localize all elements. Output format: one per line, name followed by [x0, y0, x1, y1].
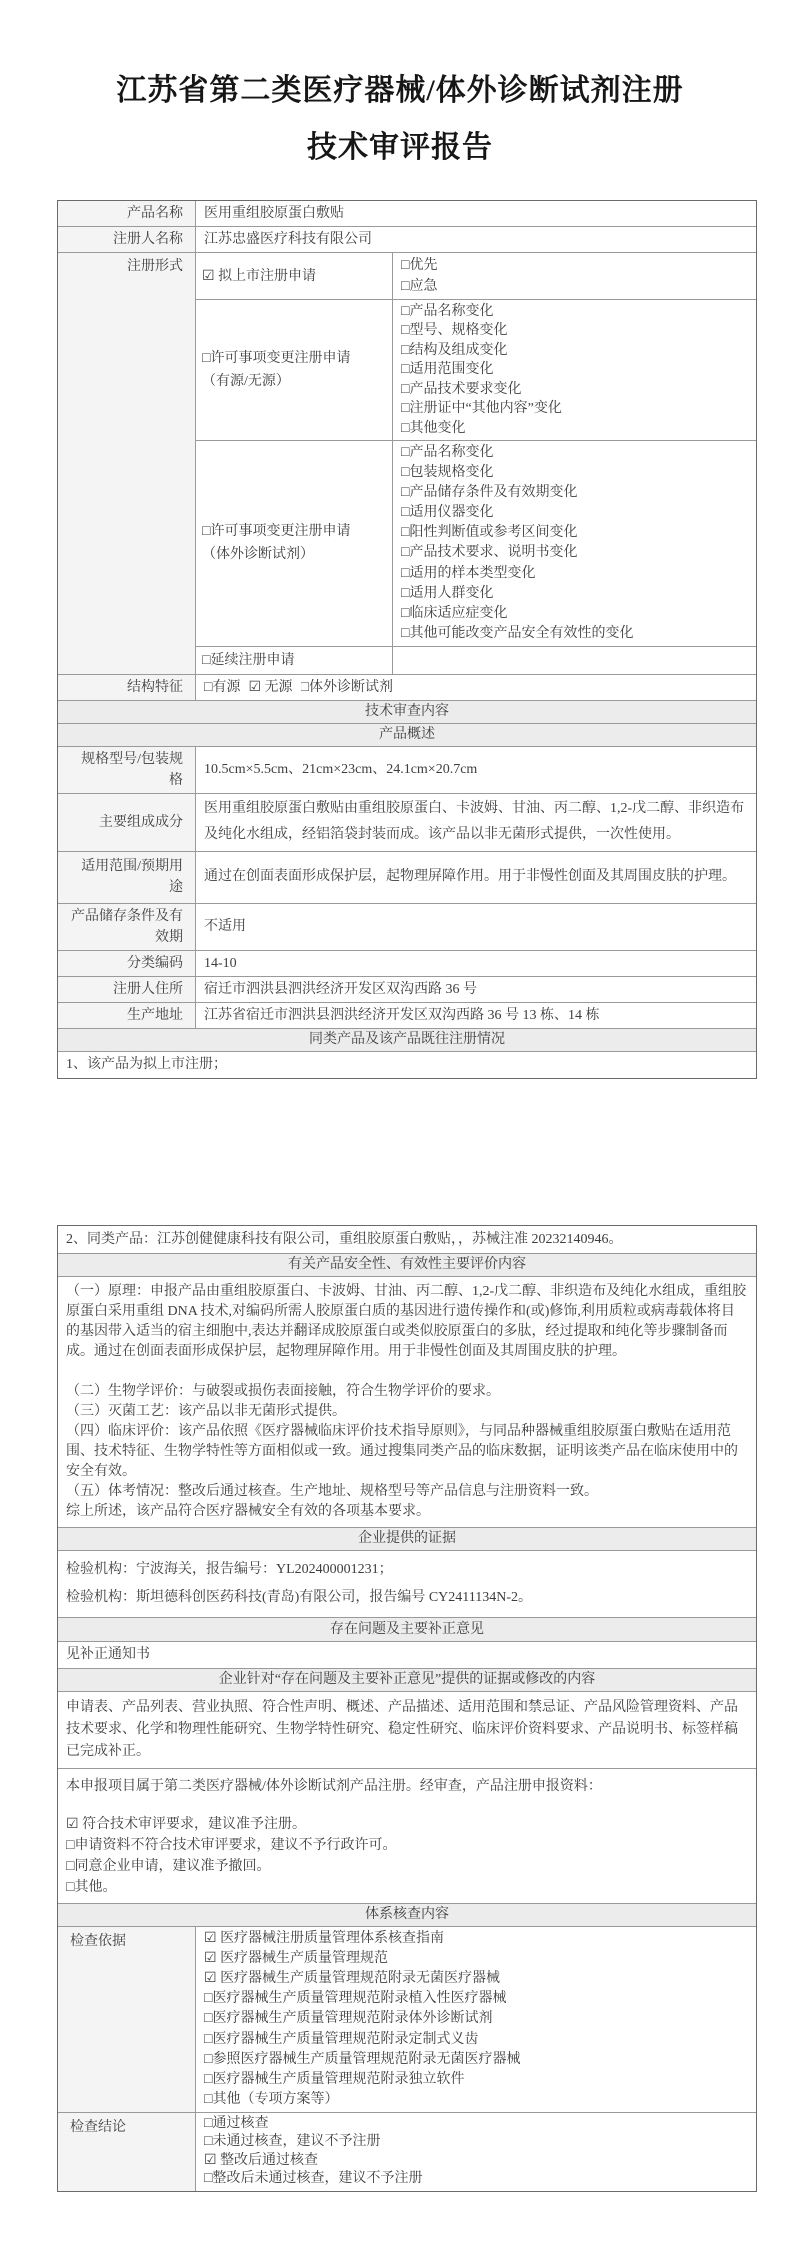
- checkbox-option-label: 结构及组成变化: [409, 342, 508, 358]
- report-title: [0, 62, 800, 176]
- review-content-table: [57, 1225, 757, 2192]
- checkbox-option: [401, 624, 748, 644]
- checkbox-unchecked-icon: □: [401, 505, 410, 521]
- table-row: [58, 1002, 756, 1028]
- checkbox-option-label: 应急: [409, 279, 438, 294]
- blank-line: [66, 1800, 748, 1814]
- checkbox-option-label: 产品储存条件及有效期变化: [409, 485, 578, 501]
- checkbox-unchecked-icon: □: [66, 1859, 75, 1874]
- checkbox-unchecked-icon: □: [202, 652, 211, 668]
- checkbox-option-label: 同意企业申请，建议准予撤回。: [74, 1859, 271, 1874]
- table-row: [58, 1926, 756, 2112]
- table-row: [58, 1668, 756, 1691]
- checkbox-option: [401, 341, 748, 360]
- table-row: [58, 1051, 756, 1078]
- row-label: 注册人住所: [58, 977, 196, 1002]
- checkbox-option: [66, 1856, 748, 1877]
- paragraph-line: 检验机构：斯坦德科创医药科技(青岛)有限公司，报告编号 CY2411134N-2。: [66, 1590, 533, 1605]
- checkbox-unchecked-icon: □: [204, 1991, 213, 2007]
- checkbox-unchecked-icon: □: [204, 2115, 213, 2131]
- paragraph-line: （三）灭菌工艺：该产品以非无菌形式提供。: [66, 1404, 346, 1419]
- checkbox-option-label: 适用人群变化: [409, 585, 494, 601]
- checkbox-unchecked-icon: □: [204, 679, 213, 695]
- table-row: [58, 1617, 756, 1641]
- row-value: 江苏忠盛医疗科技有限公司: [204, 232, 372, 247]
- checkbox-option: [204, 2115, 748, 2134]
- paragraph-line: 检验机构：宁波海关，报告编号：YL202400001231；: [66, 1562, 393, 1577]
- checkbox-unchecked-icon: □: [204, 2171, 213, 2187]
- table-row: [58, 674, 756, 700]
- table-row: [58, 700, 756, 723]
- subrow-label-line2: （体外诊断试剂）: [202, 547, 314, 563]
- checkbox-option: [204, 2070, 748, 2090]
- checkbox-option: [401, 399, 748, 418]
- checkbox-option: [204, 677, 240, 698]
- checkbox-unchecked-icon: □: [204, 2051, 213, 2067]
- checkbox-option-label: 产品名称变化: [409, 304, 494, 319]
- checkbox-unchecked-icon: □: [204, 2134, 213, 2150]
- blank-line: [66, 1362, 748, 1382]
- checkbox-option: [66, 1835, 748, 1856]
- registration-form-subrow: [196, 440, 756, 646]
- checkbox-option: [401, 443, 748, 463]
- checkbox-option: [401, 321, 748, 340]
- checkbox-option-label: 申请资料不符合技术审评要求，建议不予行政许可。: [74, 1838, 397, 1853]
- checkbox-unchecked-icon: □: [401, 444, 410, 460]
- subrow-label-line2: （有源/无源）: [202, 373, 290, 389]
- table-row: [58, 793, 756, 851]
- table-row: [58, 851, 756, 903]
- checkbox-option-label: 延续注册申请: [210, 652, 295, 668]
- checkbox-unchecked-icon: □: [202, 524, 211, 540]
- checkbox-unchecked-icon: □: [204, 2071, 213, 2087]
- table-row: [58, 723, 756, 746]
- section-header: 有关产品安全性、有效性主要评价内容: [58, 1254, 756, 1276]
- subrow-options-cell: [393, 300, 756, 440]
- checkbox-option: [401, 255, 748, 276]
- subrow-label-cell: [196, 441, 393, 646]
- table-row: [58, 746, 756, 793]
- row-label: 生产地址: [58, 1003, 196, 1028]
- table-row: [58, 226, 756, 252]
- table-row: [58, 1768, 756, 1903]
- full-row-text: 2、同类产品：江苏创健健康科技有限公司，重组胶原蛋白敷贴，，苏械注准 20232140946。: [66, 1231, 623, 1247]
- checkbox-option: [66, 1814, 748, 1835]
- checkbox-unchecked-icon: □: [401, 525, 410, 541]
- checkbox-option: [401, 360, 748, 379]
- table-row: [58, 2112, 756, 2191]
- report-title-line2: 技术审评报告: [307, 131, 493, 164]
- row-label: 主要组成成分: [58, 794, 196, 851]
- full-row-text: 1、该产品为拟上市注册；: [66, 1056, 227, 1072]
- checkbox-option: [204, 2133, 748, 2152]
- subrow-options-cell: [393, 647, 756, 674]
- checkbox-option-label: 阳性判断值或参考区间变化: [409, 525, 578, 541]
- checkbox-unchecked-icon: □: [401, 465, 410, 481]
- subrow-options-cell: [393, 441, 756, 646]
- paragraph-line: （五）体考情况：整改后通过核查。生产地址、规格型号等产品信息与注册资料一致。: [66, 1484, 598, 1499]
- checkbox-unchecked-icon: □: [204, 2091, 213, 2107]
- checkbox-unchecked-icon: □: [401, 304, 410, 319]
- checkbox-unchecked-icon: □: [401, 605, 410, 621]
- checkbox-unchecked-icon: □: [66, 1838, 75, 1853]
- checkbox-checked-icon: ☑: [204, 1931, 221, 1946]
- row-value: 10.5cm×5.5cm、21cm×23cm、24.1cm×20.7cm: [204, 762, 478, 778]
- checkbox-checked-icon: ☑: [204, 1971, 221, 1987]
- checkbox-option: [204, 1929, 748, 1949]
- subrow-option: [202, 265, 386, 288]
- subrow-option: [202, 347, 386, 370]
- checkbox-option-label: 临床适应症变化: [409, 605, 508, 621]
- checkbox-option: [204, 2090, 748, 2110]
- checkbox-option-label: 拟上市注册申请: [218, 268, 317, 284]
- checkbox-option-label: 医疗器械生产质量管理规范附录植入性医疗器械: [212, 1991, 507, 2007]
- checkbox-unchecked-icon: □: [401, 420, 410, 436]
- text-block: [58, 1551, 756, 1617]
- checkbox-unchecked-icon: □: [401, 362, 410, 378]
- subrow-label-cell: [196, 647, 393, 674]
- checkbox-option-label: 型号、规格变化: [409, 323, 508, 339]
- checkbox-option-label: 适用的样本类型变化: [409, 565, 536, 581]
- checkbox-unchecked-icon: □: [401, 585, 410, 601]
- checkbox-option-label: 医疗器械生产质量管理规范附录定制式义齿: [212, 2031, 479, 2047]
- table-row: [58, 1253, 756, 1276]
- checkbox-option: [204, 2050, 748, 2070]
- checkbox-option-label: 许可事项变更注册申请: [210, 350, 351, 366]
- checklist-cell: [196, 1927, 756, 2112]
- checkbox-unchecked-icon: □: [401, 342, 410, 358]
- checkbox-option-label: 参照医疗器械生产质量管理规范附录无菌医疗器械: [212, 2051, 521, 2067]
- checkbox-option: [66, 1877, 748, 1898]
- row-label: 适用范围/预期用途: [58, 852, 196, 903]
- paragraph-line: （四）临床评价：该产品依照《医疗器械临床评价技术指导原则》，与同品种器械重组胶原蛋白敷贴在适用范围、技术特征、生物学特性等方面相似或一致。通过搜集同类产品的临床数据，证明该类产品在临床使用中的安全有效。: [66, 1424, 738, 1479]
- row-value: [196, 675, 756, 700]
- paragraph-line: （一）原理：申报产品由重组胶原蛋白、卡波姆、甘油、丙二醇、1,2-戊二醇、非织造布及纯化水组成，重组胶原蛋白采用重组 DNA 技术,对编码所需人胶原蛋白质的基因进行遗传操作和(或)修饰,利用质粒或病毒载体将目的基因带入适当的宿主细胞中,表达并翻译成胶原蛋白或类似胶原蛋白的多肽，经过提取和纯化等步骤制备而成。通过在创面表面形成保护层，起物理屏障作用。用于非慢性创面及其周围皮肤的护理。: [66, 1284, 747, 1359]
- checkbox-option-label: 通过核查: [212, 2115, 269, 2131]
- row-value: 通过在创面表面形成保护层，起物理屏障作用。用于非慢性创面及其周围皮肤的护理。: [204, 869, 736, 885]
- section-header: 同类产品及该产品既往注册情况: [58, 1029, 756, 1051]
- checkbox-checked-icon: ☑: [66, 1817, 83, 1832]
- row-label: 分类编码: [58, 951, 196, 976]
- row-label: 检查依据: [58, 1927, 196, 2112]
- table-row: [58, 1276, 756, 1527]
- full-row-text: 见补正通知书: [66, 1647, 150, 1662]
- text-block: [58, 1277, 756, 1527]
- section-header: 体系核查内容: [58, 1904, 756, 1926]
- row-label: 结构特征: [58, 675, 196, 700]
- table-row: [58, 1527, 756, 1550]
- checkbox-option-label: 整改后通过核查: [220, 2152, 319, 2168]
- row-label: 产品储存条件及有效期: [58, 904, 196, 950]
- registration-info-table: [57, 200, 757, 1079]
- checkbox-unchecked-icon: □: [401, 401, 410, 417]
- checkbox-unchecked-icon: □: [66, 1880, 75, 1895]
- checkbox-option: [401, 302, 748, 321]
- checkbox-unchecked-icon: □: [401, 323, 410, 339]
- checkbox-option-label: 其他变化: [409, 420, 466, 436]
- checkbox-option: [401, 463, 748, 483]
- table-row: [58, 1028, 756, 1051]
- checkbox-unchecked-icon: □: [401, 545, 410, 561]
- checkbox-option-label: 其他（专项方案等）: [212, 2091, 339, 2107]
- checkbox-option-label: 医疗器械生产质量管理规范: [220, 1951, 389, 1967]
- subrow-options-cell: [393, 253, 756, 299]
- checkbox-checked-icon: ☑: [204, 2152, 221, 2168]
- checkbox-option: [204, 2030, 748, 2050]
- checkbox-unchecked-icon: □: [204, 2011, 213, 2027]
- checkbox-option-label: 医疗器械注册质量管理体系核查指南: [220, 1931, 445, 1946]
- checkbox-option: [204, 1949, 748, 1969]
- table-row: [58, 1550, 756, 1617]
- row-value: 江苏省宿迁市泗洪县泗洪经济开发区双沟西路 36 号 13 栋、14 栋: [204, 1007, 600, 1023]
- row-value: 不适用: [204, 919, 246, 935]
- table-row: [58, 1691, 756, 1768]
- section-header: 产品概述: [58, 724, 756, 746]
- paragraph-line: 申请表、产品列表、营业执照、符合性声明、概述、产品描述、适用范围和禁忌证、产品风险管理资料、产品技术要求、化学和物理性能研究、生物学特性研究、稳定性研究、临床评价资料要求、产品说明书、标签样稿已完成补正。: [66, 1700, 738, 1759]
- table-row: [58, 252, 756, 674]
- checkbox-option: [401, 276, 748, 297]
- checkbox-option-label: 医疗器械生产质量管理规范附录无菌医疗器械: [220, 1971, 501, 1987]
- checkbox-unchecked-icon: □: [401, 381, 410, 397]
- checkbox-option-label: 其他可能改变产品安全有效性的变化: [409, 625, 634, 641]
- checkbox-unchecked-icon: □: [401, 625, 410, 641]
- table-row: [58, 903, 756, 950]
- checkbox-option: [248, 677, 292, 698]
- checkbox-option-label: 未通过核查，建议不予注册: [212, 2134, 381, 2150]
- decision-intro: 本申报项目属于第二类医疗器械/体外诊断试剂产品注册。经审查，产品注册申报资料：: [66, 1779, 602, 1794]
- checkbox-option-label: 整改后未通过核查，建议不予注册: [212, 2171, 423, 2187]
- decision-block: [58, 1769, 756, 1903]
- checkbox-option: [301, 677, 393, 698]
- checkbox-unchecked-icon: □: [204, 2031, 213, 2047]
- table-row: [58, 976, 756, 1002]
- checkbox-option-label: 医疗器械生产质量管理规范附录体外诊断试剂: [212, 2011, 493, 2027]
- checkbox-option: [204, 2170, 748, 2189]
- row-label: 注册人名称: [58, 227, 196, 252]
- checkbox-option: [401, 380, 748, 399]
- checkbox-unchecked-icon: □: [300, 679, 309, 695]
- table-row: [58, 1641, 756, 1668]
- checkbox-option-label: 包装规格变化: [409, 465, 494, 481]
- checkbox-unchecked-icon: □: [401, 279, 410, 294]
- checkbox-option-label: 体外诊断试剂: [309, 679, 393, 695]
- checkbox-option-label: 适用仪器变化: [409, 505, 494, 521]
- checkbox-option: [401, 543, 748, 563]
- subrow-label-cell: [196, 253, 393, 299]
- checkbox-option-label: 符合技术审评要求，建议准予注册。: [82, 1817, 307, 1832]
- checkbox-option: [204, 2152, 748, 2171]
- registration-form-group: [196, 253, 756, 674]
- checkbox-option-label: 无源: [264, 679, 293, 695]
- checkbox-option-label: 产品技术要求、说明书变化: [409, 545, 578, 561]
- row-value: 医用重组胶原蛋白敷贴由重组胶原蛋白、卡波姆、甘油、丙二醇、1,2-戊二醇、非织造布及纯化水组成，经铝箔袋封装而成。该产品以非无菌形式提供，一次性使用。: [204, 801, 745, 843]
- checkbox-unchecked-icon: □: [401, 258, 410, 273]
- row-value: 宿迁市泗洪县泗洪经济开发区双沟西路 36 号: [204, 981, 477, 997]
- paragraph-line: 综上所述，该产品符合医疗器械安全有效的各项基本要求。: [66, 1504, 430, 1519]
- checkbox-checked-icon: ☑: [204, 1951, 221, 1967]
- paragraph-line: （二）生物学评价：与破裂或损伤表面接触，符合生物学评价的要求。: [66, 1384, 500, 1399]
- row-value: 14-10: [204, 955, 237, 971]
- registration-form-subrow: [196, 299, 756, 440]
- checkbox-option-label: 适用范围变化: [409, 362, 494, 378]
- checkbox-option-label: 其他。: [74, 1880, 117, 1895]
- checkbox-option: [204, 1969, 748, 1989]
- subrow-label-cell: [196, 300, 393, 440]
- section-header: 企业提供的证据: [58, 1528, 756, 1550]
- checkbox-unchecked-icon: □: [202, 350, 211, 366]
- registration-form-subrow: [196, 646, 756, 674]
- checkbox-checked-icon: ☑: [202, 268, 219, 284]
- subrow-option: [202, 520, 386, 543]
- checkbox-option: [204, 2009, 748, 2029]
- row-value: 医用重组胶原蛋白敷贴: [204, 206, 344, 221]
- checkbox-option: [204, 1989, 748, 2009]
- checkbox-option-label: 许可事项变更注册申请: [210, 524, 351, 540]
- table-row: [58, 950, 756, 976]
- table-row: [58, 1903, 756, 1926]
- checkbox-option: [401, 584, 748, 604]
- section-header: 技术审查内容: [58, 701, 756, 723]
- row-label: 规格型号/包装规格: [58, 747, 196, 793]
- checkbox-unchecked-icon: □: [401, 565, 410, 581]
- checkbox-option-label: 注册证中“其他内容”变化: [409, 401, 562, 417]
- checkbox-option: [401, 604, 748, 624]
- row-label: 注册形式: [58, 253, 196, 674]
- subrow-option: [202, 649, 386, 672]
- table-row: [58, 1226, 756, 1253]
- checklist-cell: [196, 2113, 756, 2191]
- checkbox-option: [401, 503, 748, 523]
- row-label: 检查结论: [58, 2113, 196, 2191]
- checkbox-option-label: 有源: [212, 679, 241, 695]
- table-row: [58, 201, 756, 226]
- checkbox-option: [401, 483, 748, 503]
- checkbox-checked-icon: ☑: [248, 679, 265, 695]
- checkbox-option-label: 优先: [409, 258, 438, 273]
- checkbox-option-label: 医疗器械生产质量管理规范附录独立软件: [212, 2071, 465, 2087]
- checkbox-option-label: 产品名称变化: [409, 444, 494, 460]
- section-header: 存在问题及主要补正意见: [58, 1618, 756, 1641]
- row-label: 产品名称: [58, 201, 196, 226]
- checkbox-option-label: 产品技术要求变化: [409, 381, 522, 397]
- registration-form-subrow: [196, 253, 756, 299]
- checkbox-option: [401, 419, 748, 438]
- checkbox-unchecked-icon: □: [401, 485, 410, 501]
- section-header: 企业针对“存在问题及主要补正意见”提供的证据或修改的内容: [58, 1669, 756, 1691]
- checkbox-option: [401, 564, 748, 584]
- checkbox-option: [401, 523, 748, 543]
- text-block: [58, 1692, 756, 1768]
- report-title-line1: 江苏省第二类医疗器械/体外诊断试剂注册: [116, 74, 684, 107]
